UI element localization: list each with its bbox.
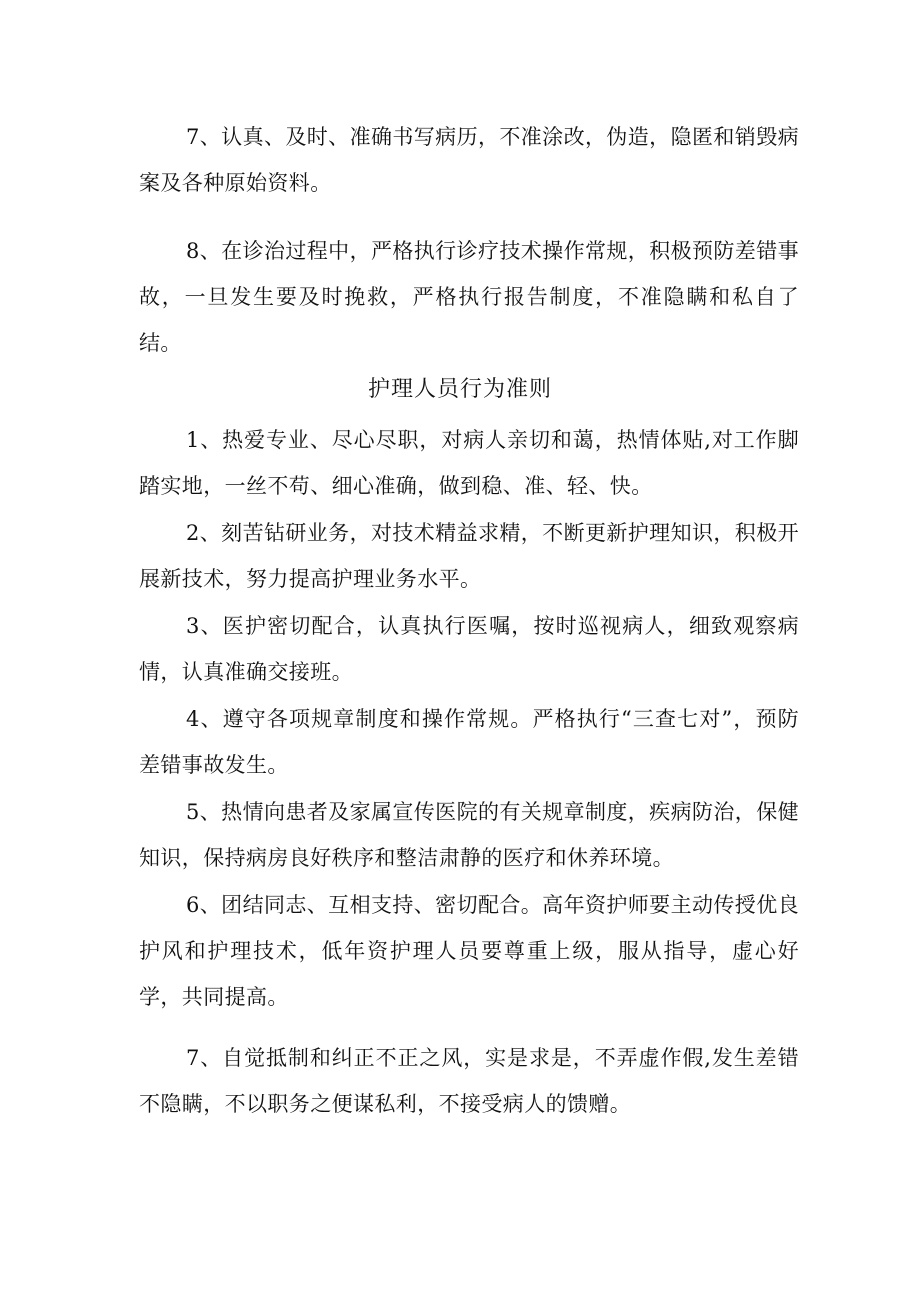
nursing-rule-7: 7、自觉抵制和纠正不正之风，实是求是，不弄虚作假,发生差错不隐瞒，不以职务之便谋私利，不接受病人的馈赠。 — [139, 1046, 799, 1116]
section-title: 护理人员行为准则 — [367, 377, 552, 402]
nursing-rule-2: 2、刻苦钻研业务，对技术精益求精，不断更新护理知识，积极开展新技术，努力提高护理业务水平。 — [139, 521, 799, 591]
nursing-rule-5: 5、热情向患者及家属宣传医院的有关规章制度，疾病防治，保健知识，保持病房良好秩序和整洁肃静的医疗和休养环境。 — [139, 800, 799, 870]
rule-paragraph-8: 8、在诊治过程中，严格执行诊疗技术操作常规，积极预防差错事故，一旦发生要及时挽救，严格执行报告制度，不准隐瞒和私自了结。 — [139, 239, 799, 355]
nursing-rule-6: 6、团结同志、互相支持、密切配合。高年资护师要主动传授优良护风和护理技术，低年资护理人员要尊重上级，服从指导，虚心好学，共同提高。 — [139, 893, 799, 1009]
rule-paragraph-7: 7、认真、及时、准确书写病历，不准涂改，伪造，隐匿和销毁病案及各种原始资料。 — [139, 125, 799, 195]
nursing-rule-3: 3、医护密切配合，认真执行医嘱，按时巡视病人，细致观察病情，认真准确交接班。 — [139, 614, 799, 684]
nursing-rule-4: 4、遵守各项规章制度和操作常规。严格执行“三查七对”，预防差错事故发生。 — [139, 707, 799, 777]
nursing-rule-1: 1、热爱专业、尽心尽职，对病人亲切和蔼，热情体贴,对工作脚踏实地，一丝不苟、细心准确，做到稳、准、轻、快。 — [139, 428, 799, 498]
